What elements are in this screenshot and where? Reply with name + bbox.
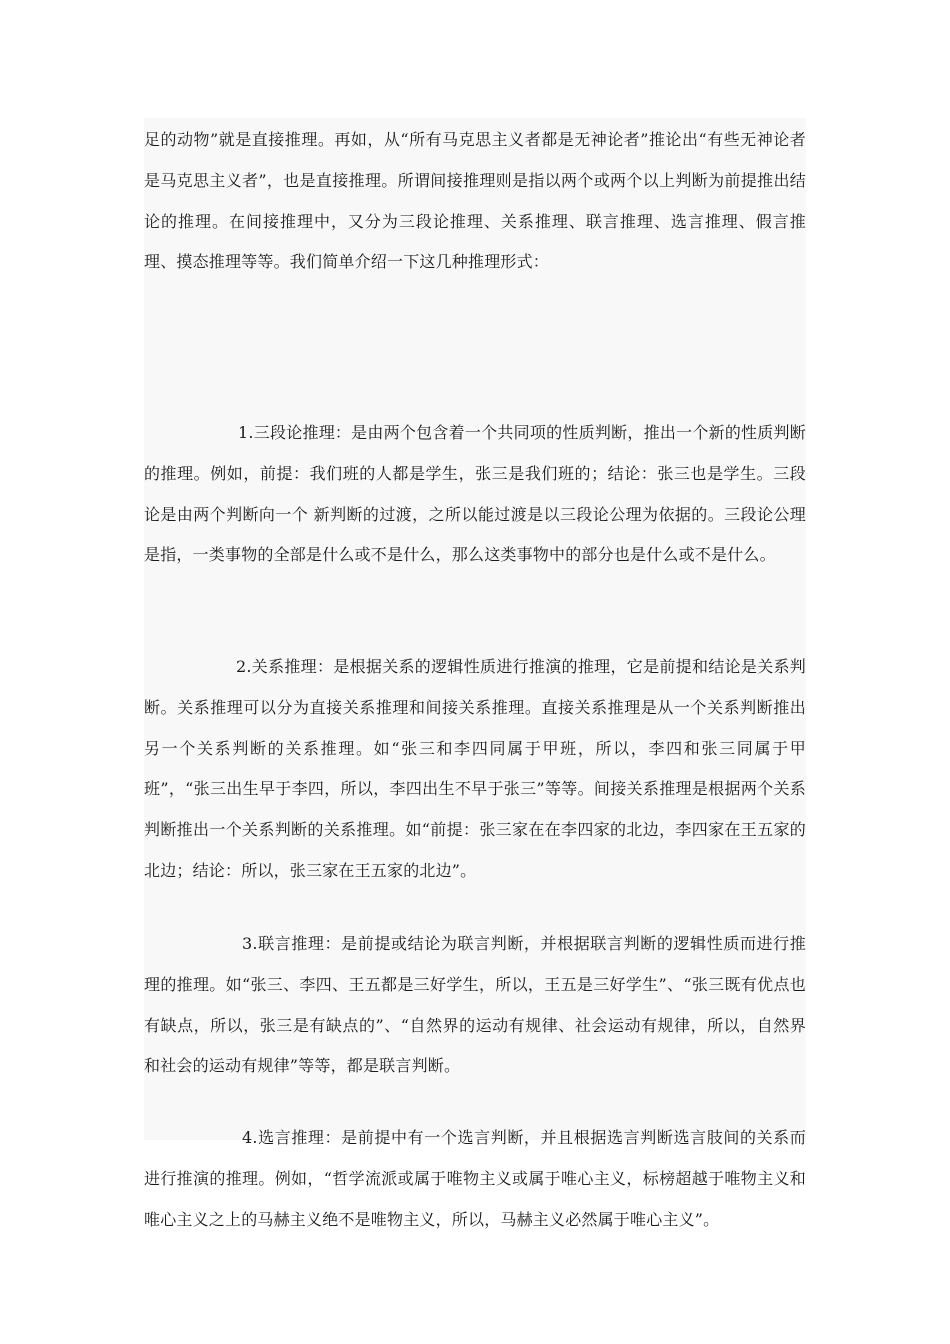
text-body [144, 118, 806, 1229]
paragraph-disjunctive: 4.选言推理：是前提中有一个选言判断，并且根据选言判断选言肢间的关系而进行推演的推理。例如，“哲学流派或属于唯物主义或属于唯心主义，标榜超越于唯物主义和唯心主义之上的马赫主义绝不是唯物主义，所以，马赫主义必然属于唯心主义”。 [144, 1128, 806, 1229]
paragraph-relational: 2.关系推理：是根据关系的逻辑性质进行推演的推理，它是前提和结论是关系判断。关系推理可以分为直接关系推理和间接关系推理。直接关系推理是从一个关系判断推出另一个关系判断的关系推理。如“张三和李四同属于甲班，所以，李四和张三同属于甲班”，“张三出生早于李四，所以，李四出生不早于张三”等等。间接关系推理是根据两个关系判断推出一个关系判断的关系推理。如“前提：张三家在在李四家的北边，李四家在王五家的北边；结论：所以，张三家在王五家的北边”。 [144, 657, 806, 880]
paragraph-conjunctive: 3.联言推理：是前提或结论为联言判断，并根据联言判断的逻辑性质而进行推理的推理。如“张三、李四、王五都是三好学生，所以，王五是三好学生”、“张三既有优点也有缺点，所以，张三是有缺点的”、“自然界的运动有规律、社会运动有规律，所以，自然界和社会的运动有规律”等等，都是联言判断。 [144, 934, 806, 1076]
paragraph-syllogism: 1.三段论推理：是由两个包含着一个共同项的性质判断，推出一个新的性质判断的推理。例如，前提：我们班的人都是学生，张三是我们班的；结论：张三也是学生。三段论是由两个判断向一个 新判断的过渡，之所以能过渡是以三段论公理为依据的。三段论公理是指，一类事物的全部是什么或不是什么，那么这类事物中的部分也是什么或不是什么。 [144, 423, 806, 565]
paragraph-intro: 足的动物”就是直接推理。再如，从“所有马克思主义者都是无神论者”推论出“有些无神论者是马克思主义者”，也是直接推理。所谓间接推理则是指以两个或两个以上判断为前提推出结论的推理。在间接推理中，又分为三段论推理、关系推理、联言推理、选言推理、假言推理、摸态推理等等。我们简单介绍一下这几种推理形式： [144, 130, 806, 272]
